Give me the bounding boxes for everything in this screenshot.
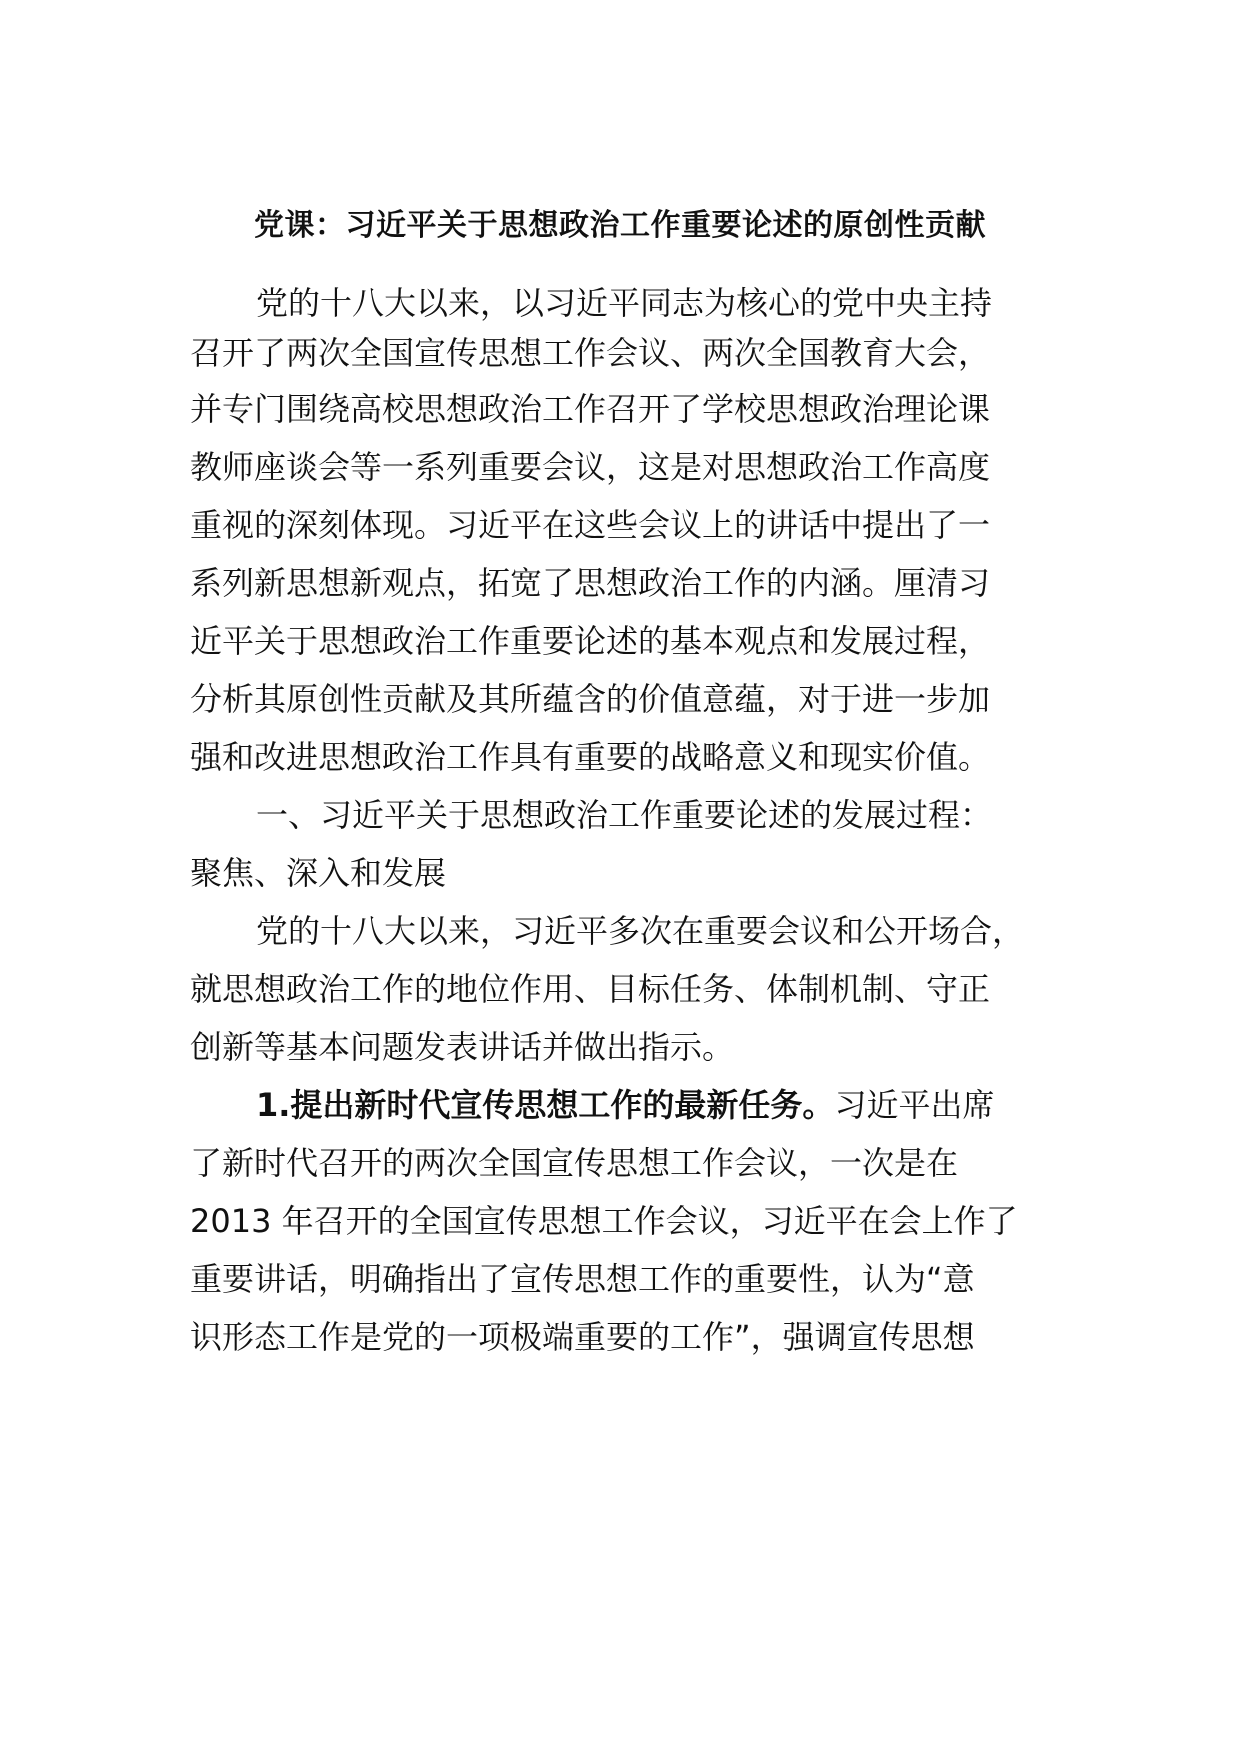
paragraph3-line-5: 识形态工作是党的一项极端重要的工作”，强调宣传思想 — [190, 1318, 975, 1356]
paragraph1-line-9: 强和改进思想政治工作具有重要的战略意义和现实价值。 — [190, 738, 991, 776]
paragraph2-line-3: 创新等基本问题发表讲话并做出指示。 — [190, 1028, 735, 1066]
paragraph1-line-8: 分析其原创性贡献及其所蕴含的价值意蕴，对于进一步加 — [190, 680, 991, 718]
paragraph1-line-4: 教师座谈会等一系列重要会议，这是对思想政治工作高度 — [190, 448, 991, 486]
paragraph1-line-3: 并专门围绕高校思想政治工作召开了学校思想政治理论课 — [190, 390, 991, 428]
paragraph1-line-7: 近平关于思想政治工作重要论述的基本观点和发展过程， — [190, 622, 991, 660]
paragraph3-bold-lead: 1.提出新时代宣传思想工作的最新任务。 — [256, 1086, 835, 1124]
paragraph1-line-2: 召开了两次全国宣传思想工作会议、两次全国教育大会， — [190, 334, 991, 372]
paragraph3-line-4: 重要讲话，明确指出了宣传思想工作的重要性，认为“意 — [190, 1260, 975, 1298]
paragraph3-line-1 — [256, 1080, 994, 1130]
paragraph2-line-1: 党的十八大以来，习近平多次在重要会议和公开场合， — [256, 912, 1025, 950]
section1-heading-line-1: 一、习近平关于思想政治工作重要论述的发展过程： — [256, 796, 993, 834]
paragraph2-line-2: 就思想政治工作的地位作用、目标任务、体制机制、守正 — [190, 970, 991, 1008]
paragraph1-line-6: 系列新思想新观点，拓宽了思想政治工作的内涵。厘清习 — [190, 564, 991, 602]
paragraph1-line-1: 党的十八大以来，以习近平同志为核心的党中央主持 — [256, 284, 993, 322]
section1-heading-line-2: 聚焦、深入和发展 — [190, 854, 447, 892]
paragraph3-line-2: 了新时代召开的两次全国宣传思想工作会议，一次是在 — [190, 1144, 959, 1182]
paragraph3-line-3: 2013 年召开的全国宣传思想工作会议，习近平在会上作了 — [190, 1202, 1018, 1240]
document-title: 党课：习近平关于思想政治工作重要论述的原创性贡献 — [254, 208, 986, 243]
paragraph1-line-5: 重视的深刻体现。习近平在这些会议上的讲话中提出了一 — [190, 506, 991, 544]
paragraph3-lead-rest: 习近平出席 — [834, 1086, 995, 1124]
